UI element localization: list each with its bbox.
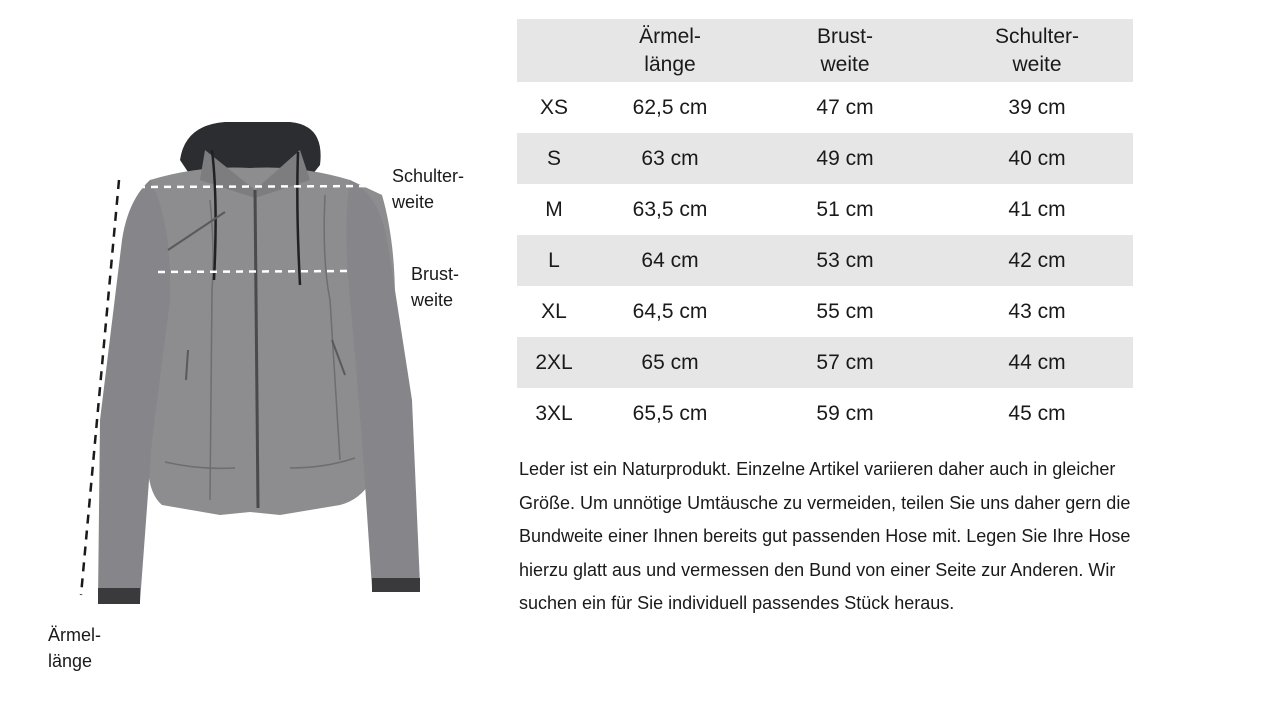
cell-sleeve: 63,5 cm (632, 197, 708, 221)
header-chest-line2: weite (820, 52, 870, 76)
size-table (517, 19, 1133, 439)
cell-chest: 49 cm (816, 146, 874, 170)
sleeve-length-label-line1: Ärmel- (48, 625, 101, 645)
table-row (517, 235, 1133, 286)
header-shoulder-line2: weite (1012, 52, 1062, 76)
header-sleeve-line1: Ärmel- (639, 24, 701, 48)
size-table-header-row (517, 19, 1133, 82)
sleeve-length-label (48, 622, 101, 674)
cell-size: XL (541, 299, 567, 323)
chest-width-label-line2: weite (411, 290, 454, 310)
sleeve-length-label-line2: länge (48, 651, 93, 671)
cell-chest: 47 cm (816, 95, 874, 119)
header-sleeve-line2: länge (644, 52, 696, 76)
cell-shoulder: 45 cm (1008, 401, 1066, 425)
cell-shoulder: 44 cm (1008, 350, 1066, 374)
shoulder-width-label-line2: weite (392, 192, 435, 212)
shoulder-width-label-line1: Schulter- (392, 166, 465, 186)
cell-sleeve: 62,5 cm (632, 95, 708, 119)
cell-chest: 55 cm (816, 299, 874, 323)
cell-shoulder: 43 cm (1008, 299, 1066, 323)
cell-sleeve: 65,5 cm (632, 401, 708, 425)
header-size (517, 19, 591, 82)
jacket-illustration-area (0, 0, 500, 720)
cell-size: 2XL (535, 350, 573, 374)
jacket-right-sleeve (346, 180, 420, 588)
table-row (517, 388, 1133, 439)
chest-width-label-line1: Brust- (411, 264, 460, 284)
cell-chest: 53 cm (816, 248, 874, 272)
cell-shoulder: 41 cm (1008, 197, 1066, 221)
jacket-right-cuff (372, 578, 420, 592)
header-chest-line1: Brust- (816, 24, 873, 48)
table-row (517, 184, 1133, 235)
cell-sleeve: 64,5 cm (632, 299, 708, 323)
cell-sleeve: 64 cm (641, 248, 699, 272)
cell-shoulder: 39 cm (1008, 95, 1066, 119)
cell-chest: 59 cm (816, 401, 874, 425)
cell-chest: 51 cm (816, 197, 874, 221)
cell-shoulder: 40 cm (1008, 146, 1066, 170)
header-shoulder-line1: Schulter- (994, 24, 1080, 48)
care-note-paragraph: Leder ist ein Naturprodukt. Einzelne Artikel variieren daher auch in gleicher Größe. Um unnötige Umtäusche zu vermeiden, teilen Sie uns daher gern die Bundweite einer Ihnen bereits gut passenden Hose mit. Legen Sie Ihre Hose hierzu glatt aus und vermessen den Bund von einer Seite zur Anderen. Wir suchen ein für Sie individuell passendes Stück heraus. (519, 459, 1131, 613)
cell-size: XS (539, 95, 568, 119)
cell-size: S (546, 146, 561, 170)
header-sleeve-length (591, 19, 749, 82)
cell-size: 3XL (535, 401, 573, 425)
table-row (517, 82, 1133, 133)
shoulder-width-label (392, 163, 464, 215)
chest-width-label (411, 261, 459, 313)
table-row (517, 337, 1133, 388)
cell-shoulder: 42 cm (1008, 248, 1066, 272)
cell-size: M (545, 197, 563, 221)
cell-chest: 57 cm (816, 350, 874, 374)
header-shoulder-width (941, 19, 1133, 82)
header-chest-width (749, 19, 941, 82)
table-row (517, 286, 1133, 337)
cell-size: L (548, 248, 560, 272)
cell-sleeve: 65 cm (641, 350, 699, 374)
jacket-left-cuff (98, 588, 140, 604)
jacket-illustration (0, 0, 500, 720)
cell-sleeve: 63 cm (641, 146, 699, 170)
table-row (517, 133, 1133, 184)
